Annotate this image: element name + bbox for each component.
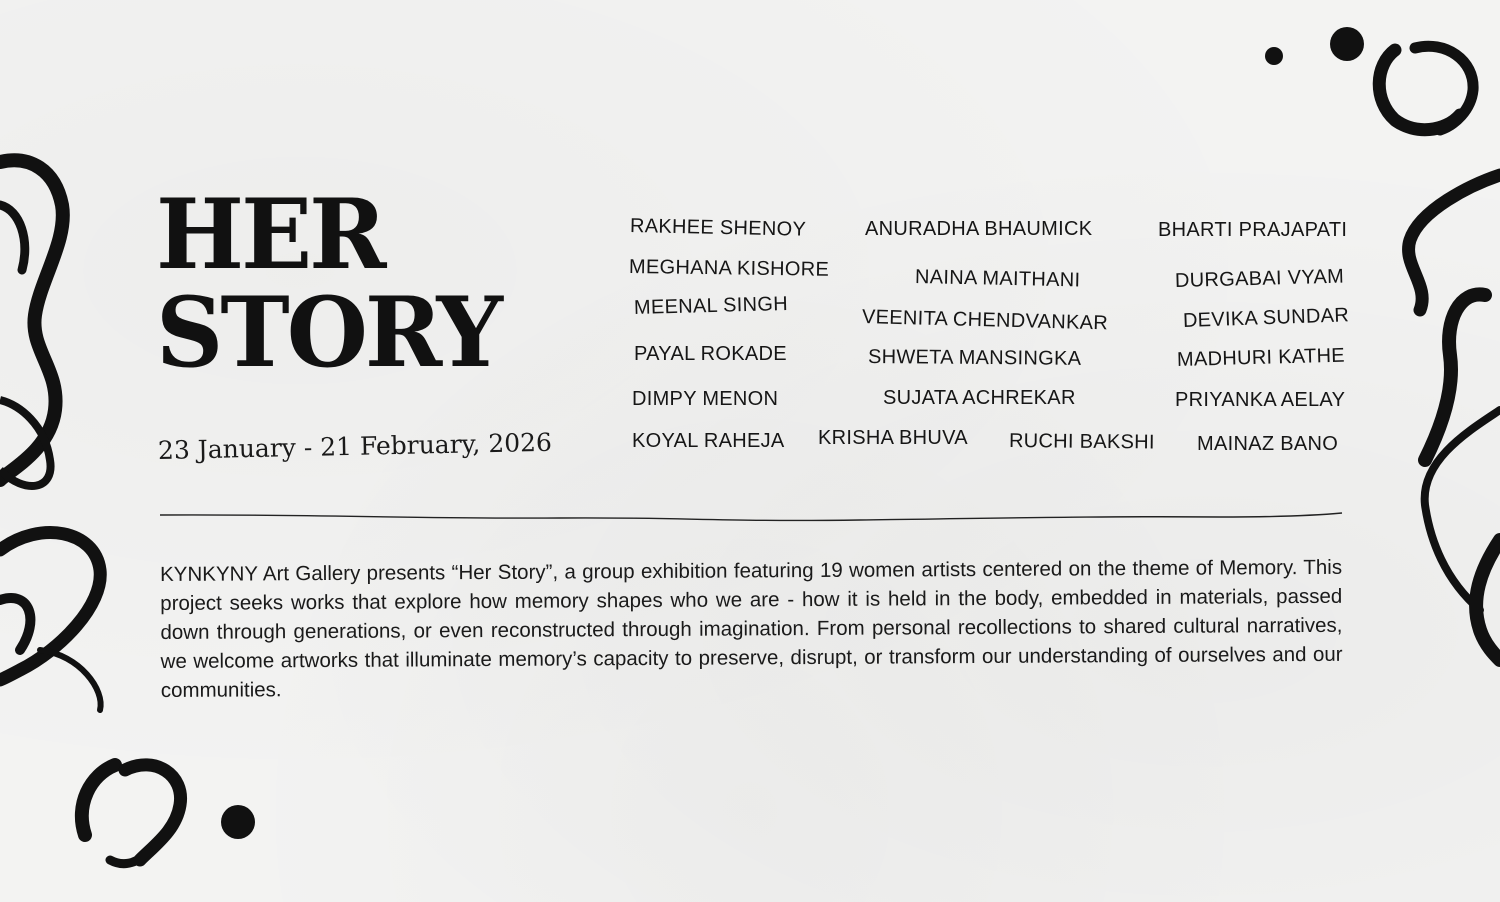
right-ink-decoration bbox=[1390, 160, 1500, 680]
exhibition-dates: 23 January - 21 February, 2026 bbox=[157, 427, 553, 465]
artist-name: ANURADHA BHAUMICK bbox=[865, 218, 1093, 240]
artist-name: KOYAL RAHEJA bbox=[632, 430, 785, 452]
artist-name: MADHURI KATHE bbox=[1176, 344, 1346, 371]
artist-name: MAINAZ BANO bbox=[1197, 433, 1339, 455]
artist-name: PRIYANKA AELAY bbox=[1175, 389, 1346, 411]
artist-name: DIMPY MENON bbox=[632, 388, 779, 410]
artist-name: MEENAL SINGH bbox=[633, 292, 789, 319]
exhibition-title bbox=[156, 178, 501, 389]
artist-name: PAYAL ROKADE bbox=[634, 343, 787, 365]
artist-name: SUJATA ACHREKAR bbox=[883, 387, 1076, 409]
title-line-1: HER bbox=[156, 178, 384, 291]
artist-name: SHWETA MANSINGKA bbox=[867, 346, 1082, 370]
top-right-ink-decoration bbox=[1255, 20, 1490, 150]
artist-name: VEENITA CHENDVANKAR bbox=[861, 306, 1109, 335]
artist-name: RAKHEE SHENOY bbox=[629, 215, 807, 241]
artist-name: NAINA MAITHANI bbox=[914, 266, 1081, 292]
bottom-left-ink-decoration bbox=[70, 750, 270, 880]
artist-name: RUCHI BAKSHI bbox=[1008, 430, 1155, 454]
artist-name: MEGHANA KISHORE bbox=[628, 256, 830, 281]
artist-name: BHARTI PRAJAPATI bbox=[1158, 219, 1348, 241]
exhibition-description: KYNKYNY Art Gallery presents “Her Story”, a group exhibition featuring 19 women artists centered on the theme of Memory. This project seeks works that explore how memory shapes who we are - how it is held in the body, embedded in materials, passed down through generations, or even reconstructed through imagination. From personal recollections to shared cultural narratives, we welcome artworks that illuminate memory’s capacity to preserve, disrupt, or transform our understanding of ourselves and our communities. bbox=[160, 555, 1343, 702]
artist-name: DURGABAI VYAM bbox=[1174, 265, 1345, 292]
left-ink-decoration bbox=[0, 150, 120, 750]
artist-name: DEVIKA SUNDAR bbox=[1182, 304, 1350, 332]
divider-line bbox=[160, 505, 1345, 527]
title-line-2: STORY bbox=[156, 276, 501, 389]
artist-name: KRISHA BHUVA bbox=[818, 427, 968, 449]
